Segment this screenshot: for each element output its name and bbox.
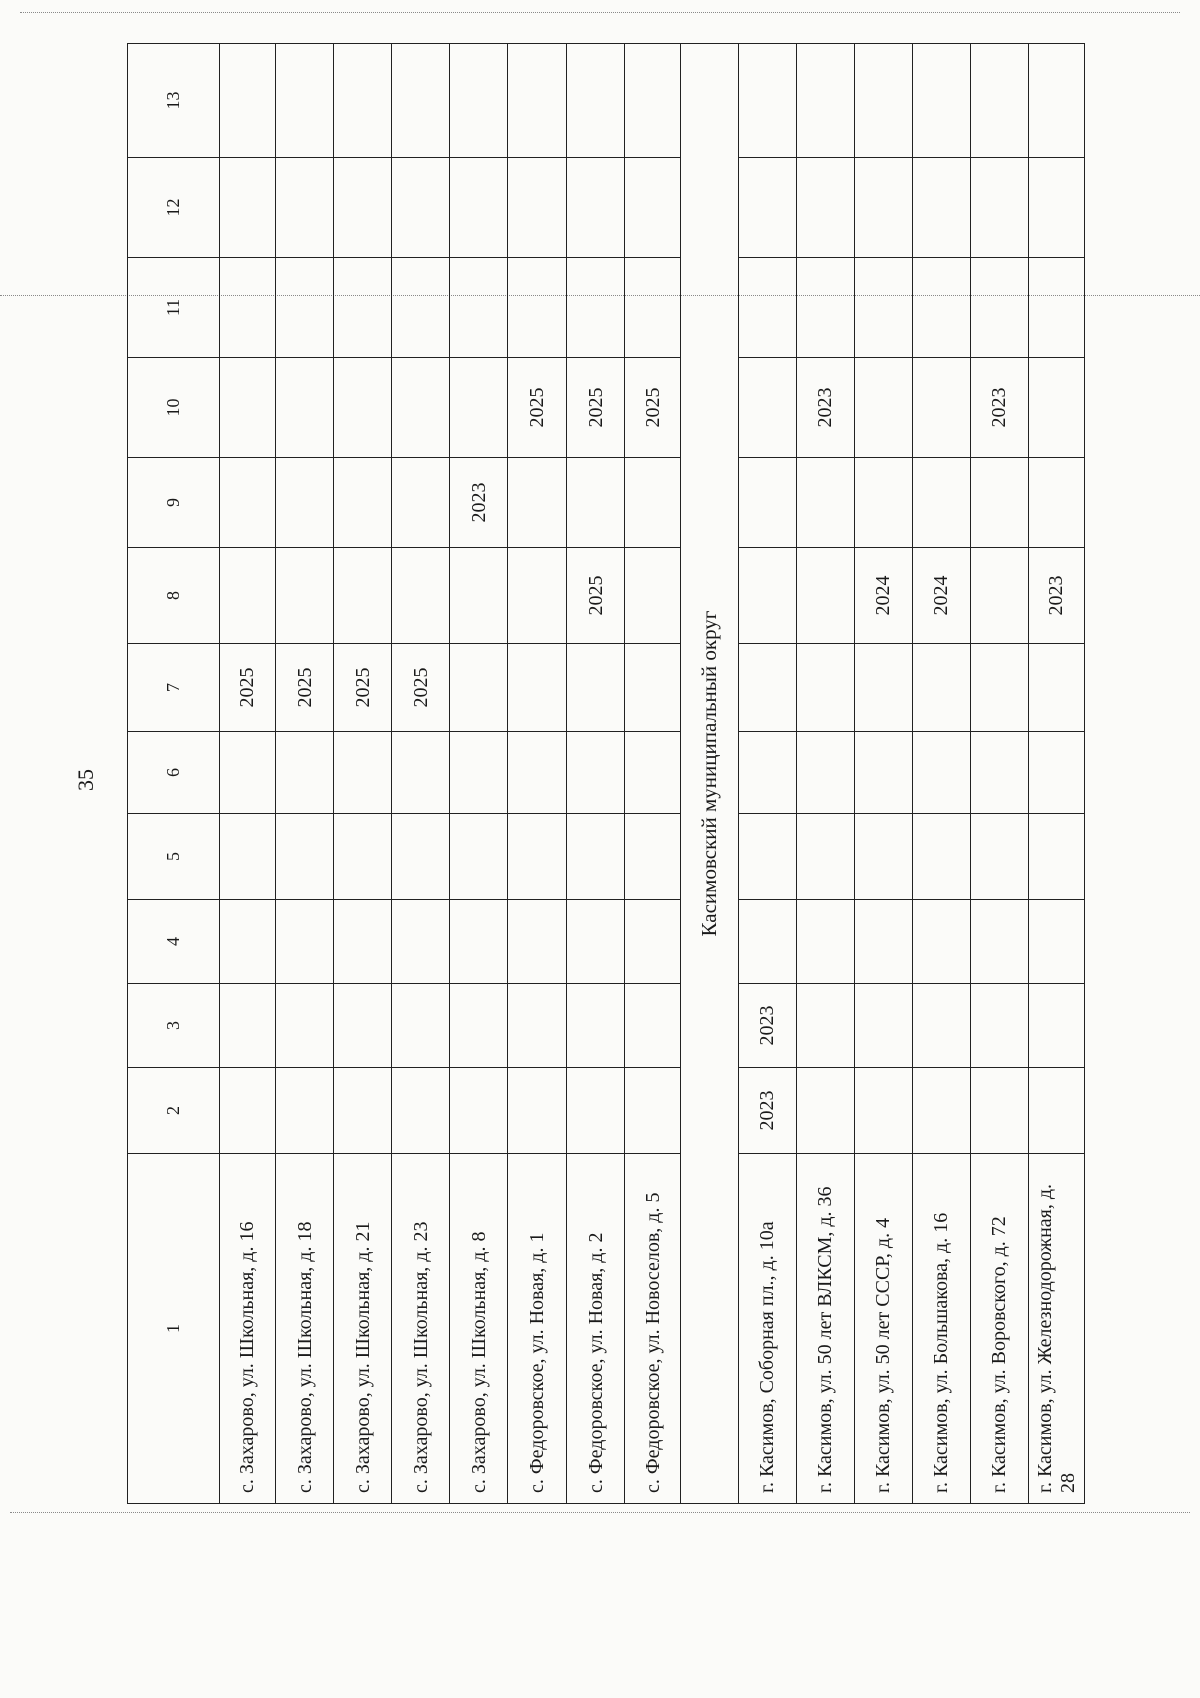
- year-cell-col-7: [913, 644, 971, 732]
- year-cell-col-12: [276, 158, 334, 258]
- column-header-12: 12: [128, 158, 220, 258]
- table-row: [625, 44, 681, 1504]
- address-cell: с. Захарово, ул. Школьная, д. 18: [276, 1154, 334, 1504]
- year-cell-col-4: [797, 900, 855, 984]
- year-cell-col-3: [219, 984, 276, 1068]
- year-cell-col-6: [567, 732, 625, 814]
- year-cell-col-5: [855, 814, 913, 900]
- year-cell-col-5: [797, 814, 855, 900]
- address-cell: с. Захарово, ул. Школьная, д. 16: [219, 1154, 276, 1504]
- year-cell-col-4: [625, 900, 681, 984]
- column-header-13: 13: [128, 44, 220, 158]
- year-cell-col-6: [219, 732, 276, 814]
- column-header-11: 11: [128, 258, 220, 358]
- table-row: [450, 44, 508, 1504]
- year-cell-col-8: [219, 548, 276, 644]
- year-cell-col-9: [797, 458, 855, 548]
- year-cell-col-10: [450, 358, 508, 458]
- address-cell: г. Касимов, ул. 50 лет СССР, д. 4: [855, 1154, 913, 1504]
- year-cell-col-13: [855, 44, 913, 158]
- year-cell-col-6: [971, 732, 1029, 814]
- year-cell-col-7: 2025: [392, 644, 450, 732]
- year-cell-col-5: [219, 814, 276, 900]
- year-cell-col-7: [1029, 644, 1085, 732]
- year-cell-col-7: [971, 644, 1029, 732]
- table-row: [276, 44, 334, 1504]
- table-row: [392, 44, 450, 1504]
- year-cell-col-8: [334, 548, 392, 644]
- year-cell-col-12: [392, 158, 450, 258]
- year-cell-col-10: [1029, 358, 1085, 458]
- year-cell-col-7: 2025: [219, 644, 276, 732]
- year-cell-col-13: [334, 44, 392, 158]
- column-header-1: 1: [128, 1154, 220, 1504]
- year-cell-col-8: [392, 548, 450, 644]
- year-cell-col-11: [508, 258, 567, 358]
- dotted-rule: [20, 12, 1180, 13]
- address-cell: с. Захарово, ул. Школьная, д. 21: [334, 1154, 392, 1504]
- year-cell-col-8: [739, 548, 797, 644]
- year-cell-col-8: 2024: [855, 548, 913, 644]
- year-cell-col-7: [567, 644, 625, 732]
- year-cell-col-9: [625, 458, 681, 548]
- year-cell-col-7: [797, 644, 855, 732]
- address-cell: с. Федоровское, ул. Новоселов, д. 5: [625, 1154, 681, 1504]
- year-cell-col-10: [739, 358, 797, 458]
- year-cell-col-5: [508, 814, 567, 900]
- year-cell-col-13: [625, 44, 681, 158]
- address-cell: с. Захарово, ул. Школьная, д. 23: [392, 1154, 450, 1504]
- table-row: [971, 44, 1029, 1504]
- year-cell-col-4: [855, 900, 913, 984]
- year-cell-col-4: [567, 900, 625, 984]
- year-cell-col-2: [1029, 1068, 1085, 1154]
- year-cell-col-12: [334, 158, 392, 258]
- year-cell-col-8: 2025: [567, 548, 625, 644]
- year-cell-col-7: [855, 644, 913, 732]
- year-cell-col-11: [1029, 258, 1085, 358]
- year-cell-col-11: [567, 258, 625, 358]
- year-cell-col-7: [739, 644, 797, 732]
- year-cell-col-13: [450, 44, 508, 158]
- column-header-7: 7: [128, 644, 220, 732]
- address-cell: г. Касимов, Соборная пл., д. 10а: [739, 1154, 797, 1504]
- table-row: [508, 44, 567, 1504]
- column-header-6: 6: [128, 732, 220, 814]
- table-row: [797, 44, 855, 1504]
- year-cell-col-12: [625, 158, 681, 258]
- year-cell-col-6: [1029, 732, 1085, 814]
- year-cell-col-3: [334, 984, 392, 1068]
- year-cell-col-12: [567, 158, 625, 258]
- year-cell-col-13: [971, 44, 1029, 158]
- year-cell-col-12: [450, 158, 508, 258]
- year-cell-col-8: 2024: [913, 548, 971, 644]
- year-cell-col-2: [334, 1068, 392, 1154]
- year-cell-col-3: [276, 984, 334, 1068]
- address-cell: с. Федоровское, ул. Новая, д. 2: [567, 1154, 625, 1504]
- year-cell-col-4: [1029, 900, 1085, 984]
- table-row: [855, 44, 913, 1504]
- year-cell-col-13: [739, 44, 797, 158]
- year-cell-col-13: [276, 44, 334, 158]
- column-header-3: 3: [128, 984, 220, 1068]
- year-cell-col-7: [508, 644, 567, 732]
- address-cell: с. Федоровское, ул. Новая, д. 1: [508, 1154, 567, 1504]
- year-cell-col-3: [797, 984, 855, 1068]
- year-cell-col-3: [567, 984, 625, 1068]
- year-cell-col-2: [219, 1068, 276, 1154]
- year-cell-col-3: [1029, 984, 1085, 1068]
- year-cell-col-12: [971, 158, 1029, 258]
- year-cell-col-6: [334, 732, 392, 814]
- year-cell-col-10: [276, 358, 334, 458]
- year-cell-col-2: [913, 1068, 971, 1154]
- year-cell-col-8: [508, 548, 567, 644]
- year-cell-col-10: [334, 358, 392, 458]
- column-header-2: 2: [128, 1068, 220, 1154]
- year-cell-col-10: 2023: [971, 358, 1029, 458]
- year-cell-col-3: [971, 984, 1029, 1068]
- year-cell-col-9: [1029, 458, 1085, 548]
- table-row: [739, 44, 797, 1504]
- year-cell-col-8: [625, 548, 681, 644]
- year-cell-col-9: [913, 458, 971, 548]
- year-cell-col-11: [739, 258, 797, 358]
- year-cell-col-8: [450, 548, 508, 644]
- year-cell-col-13: [1029, 44, 1085, 158]
- year-cell-col-12: [739, 158, 797, 258]
- year-cell-col-3: 2023: [739, 984, 797, 1068]
- year-cell-col-6: [508, 732, 567, 814]
- year-cell-col-11: [797, 258, 855, 358]
- year-cell-col-5: [971, 814, 1029, 900]
- year-cell-col-6: [625, 732, 681, 814]
- year-cell-col-4: [392, 900, 450, 984]
- year-cell-col-11: [855, 258, 913, 358]
- year-cell-col-4: [334, 900, 392, 984]
- year-cell-col-10: [219, 358, 276, 458]
- year-cell-col-3: [913, 984, 971, 1068]
- year-cell-col-5: [739, 814, 797, 900]
- year-cell-col-5: [450, 814, 508, 900]
- address-cell: с. Захарово, ул. Школьная, д. 8: [450, 1154, 508, 1504]
- table-row: [567, 44, 625, 1504]
- rotated-table-container: [127, 44, 1085, 1504]
- year-cell-col-3: [855, 984, 913, 1068]
- year-cell-col-5: [567, 814, 625, 900]
- year-cell-col-6: [855, 732, 913, 814]
- year-cell-col-2: [450, 1068, 508, 1154]
- year-cell-col-2: 2023: [739, 1068, 797, 1154]
- year-cell-col-4: [508, 900, 567, 984]
- column-header-8: 8: [128, 548, 220, 644]
- year-cell-col-6: [450, 732, 508, 814]
- column-header-10: 10: [128, 358, 220, 458]
- column-header-4: 4: [128, 900, 220, 984]
- year-cell-col-13: [567, 44, 625, 158]
- year-cell-col-9: [334, 458, 392, 548]
- year-cell-col-5: [913, 814, 971, 900]
- year-cell-col-10: 2025: [567, 358, 625, 458]
- year-cell-col-8: [971, 548, 1029, 644]
- year-cell-col-13: [392, 44, 450, 158]
- year-cell-col-7: 2025: [276, 644, 334, 732]
- year-cell-col-13: [219, 44, 276, 158]
- year-cell-col-9: [508, 458, 567, 548]
- year-cell-col-11: [971, 258, 1029, 358]
- year-cell-col-13: [913, 44, 971, 158]
- address-cell: г. Касимов, ул. Железнодорожная, д. 28: [1029, 1154, 1085, 1504]
- year-cell-col-12: [855, 158, 913, 258]
- year-cell-col-11: [392, 258, 450, 358]
- year-cell-col-9: [855, 458, 913, 548]
- year-cell-col-9: 2023: [450, 458, 508, 548]
- year-cell-col-3: [625, 984, 681, 1068]
- year-cell-col-5: [1029, 814, 1085, 900]
- dotted-rule: [10, 1512, 1190, 1513]
- year-cell-col-8: [797, 548, 855, 644]
- year-cell-col-12: [1029, 158, 1085, 258]
- address-cell: г. Касимов, ул. 50 лет ВЛКСМ, д. 36: [797, 1154, 855, 1504]
- year-cell-col-7: [450, 644, 508, 732]
- year-cell-col-6: [276, 732, 334, 814]
- year-cell-col-11: [276, 258, 334, 358]
- page-number: 35: [73, 769, 98, 791]
- column-header-9: 9: [128, 458, 220, 548]
- year-cell-col-11: [913, 258, 971, 358]
- year-cell-col-10: [855, 358, 913, 458]
- year-cell-col-4: [739, 900, 797, 984]
- year-cell-col-4: [219, 900, 276, 984]
- year-cell-col-9: [392, 458, 450, 548]
- year-cell-col-13: [508, 44, 567, 158]
- year-cell-col-11: [625, 258, 681, 358]
- year-cell-col-5: [276, 814, 334, 900]
- year-cell-col-12: [508, 158, 567, 258]
- year-cell-col-9: [276, 458, 334, 548]
- year-cell-col-4: [913, 900, 971, 984]
- year-cell-col-5: [334, 814, 392, 900]
- year-cell-col-3: [392, 984, 450, 1068]
- year-cell-col-9: [971, 458, 1029, 548]
- column-header-5: 5: [128, 814, 220, 900]
- header-row: [128, 44, 220, 1504]
- year-cell-col-13: [797, 44, 855, 158]
- year-cell-col-2: [392, 1068, 450, 1154]
- data-table: [127, 43, 1085, 1504]
- year-cell-col-6: [797, 732, 855, 814]
- year-cell-col-10: [913, 358, 971, 458]
- year-cell-col-9: [739, 458, 797, 548]
- year-cell-col-10: 2025: [625, 358, 681, 458]
- year-cell-col-5: [625, 814, 681, 900]
- year-cell-col-8: [276, 548, 334, 644]
- year-cell-col-9: [219, 458, 276, 548]
- address-cell: г. Касимов, ул. Воровского, д. 72: [971, 1154, 1029, 1504]
- year-cell-col-6: [739, 732, 797, 814]
- table-row: [219, 44, 276, 1504]
- year-cell-col-10: [392, 358, 450, 458]
- year-cell-col-11: [334, 258, 392, 358]
- year-cell-col-4: [450, 900, 508, 984]
- year-cell-col-3: [450, 984, 508, 1068]
- section-row: [681, 44, 739, 1504]
- year-cell-col-12: [797, 158, 855, 258]
- year-cell-col-2: [567, 1068, 625, 1154]
- year-cell-col-2: [797, 1068, 855, 1154]
- year-cell-col-10: 2023: [797, 358, 855, 458]
- year-cell-col-9: [567, 458, 625, 548]
- year-cell-col-8: 2023: [1029, 548, 1085, 644]
- table-row: [1029, 44, 1085, 1504]
- year-cell-col-6: [392, 732, 450, 814]
- table-row: [334, 44, 392, 1504]
- year-cell-col-5: [392, 814, 450, 900]
- year-cell-col-12: [219, 158, 276, 258]
- section-title: Касимовский муниципальный округ: [681, 44, 739, 1504]
- year-cell-col-2: [971, 1068, 1029, 1154]
- year-cell-col-4: [276, 900, 334, 984]
- year-cell-col-11: [450, 258, 508, 358]
- year-cell-col-6: [913, 732, 971, 814]
- year-cell-col-3: [508, 984, 567, 1068]
- year-cell-col-10: 2025: [508, 358, 567, 458]
- year-cell-col-4: [971, 900, 1029, 984]
- address-cell: г. Касимов, ул. Большакова, д. 16: [913, 1154, 971, 1504]
- year-cell-col-12: [913, 158, 971, 258]
- year-cell-col-2: [276, 1068, 334, 1154]
- year-cell-col-2: [625, 1068, 681, 1154]
- table-row: [913, 44, 971, 1504]
- year-cell-col-2: [855, 1068, 913, 1154]
- year-cell-col-7: 2025: [334, 644, 392, 732]
- year-cell-col-2: [508, 1068, 567, 1154]
- year-cell-col-11: [219, 258, 276, 358]
- year-cell-col-7: [625, 644, 681, 732]
